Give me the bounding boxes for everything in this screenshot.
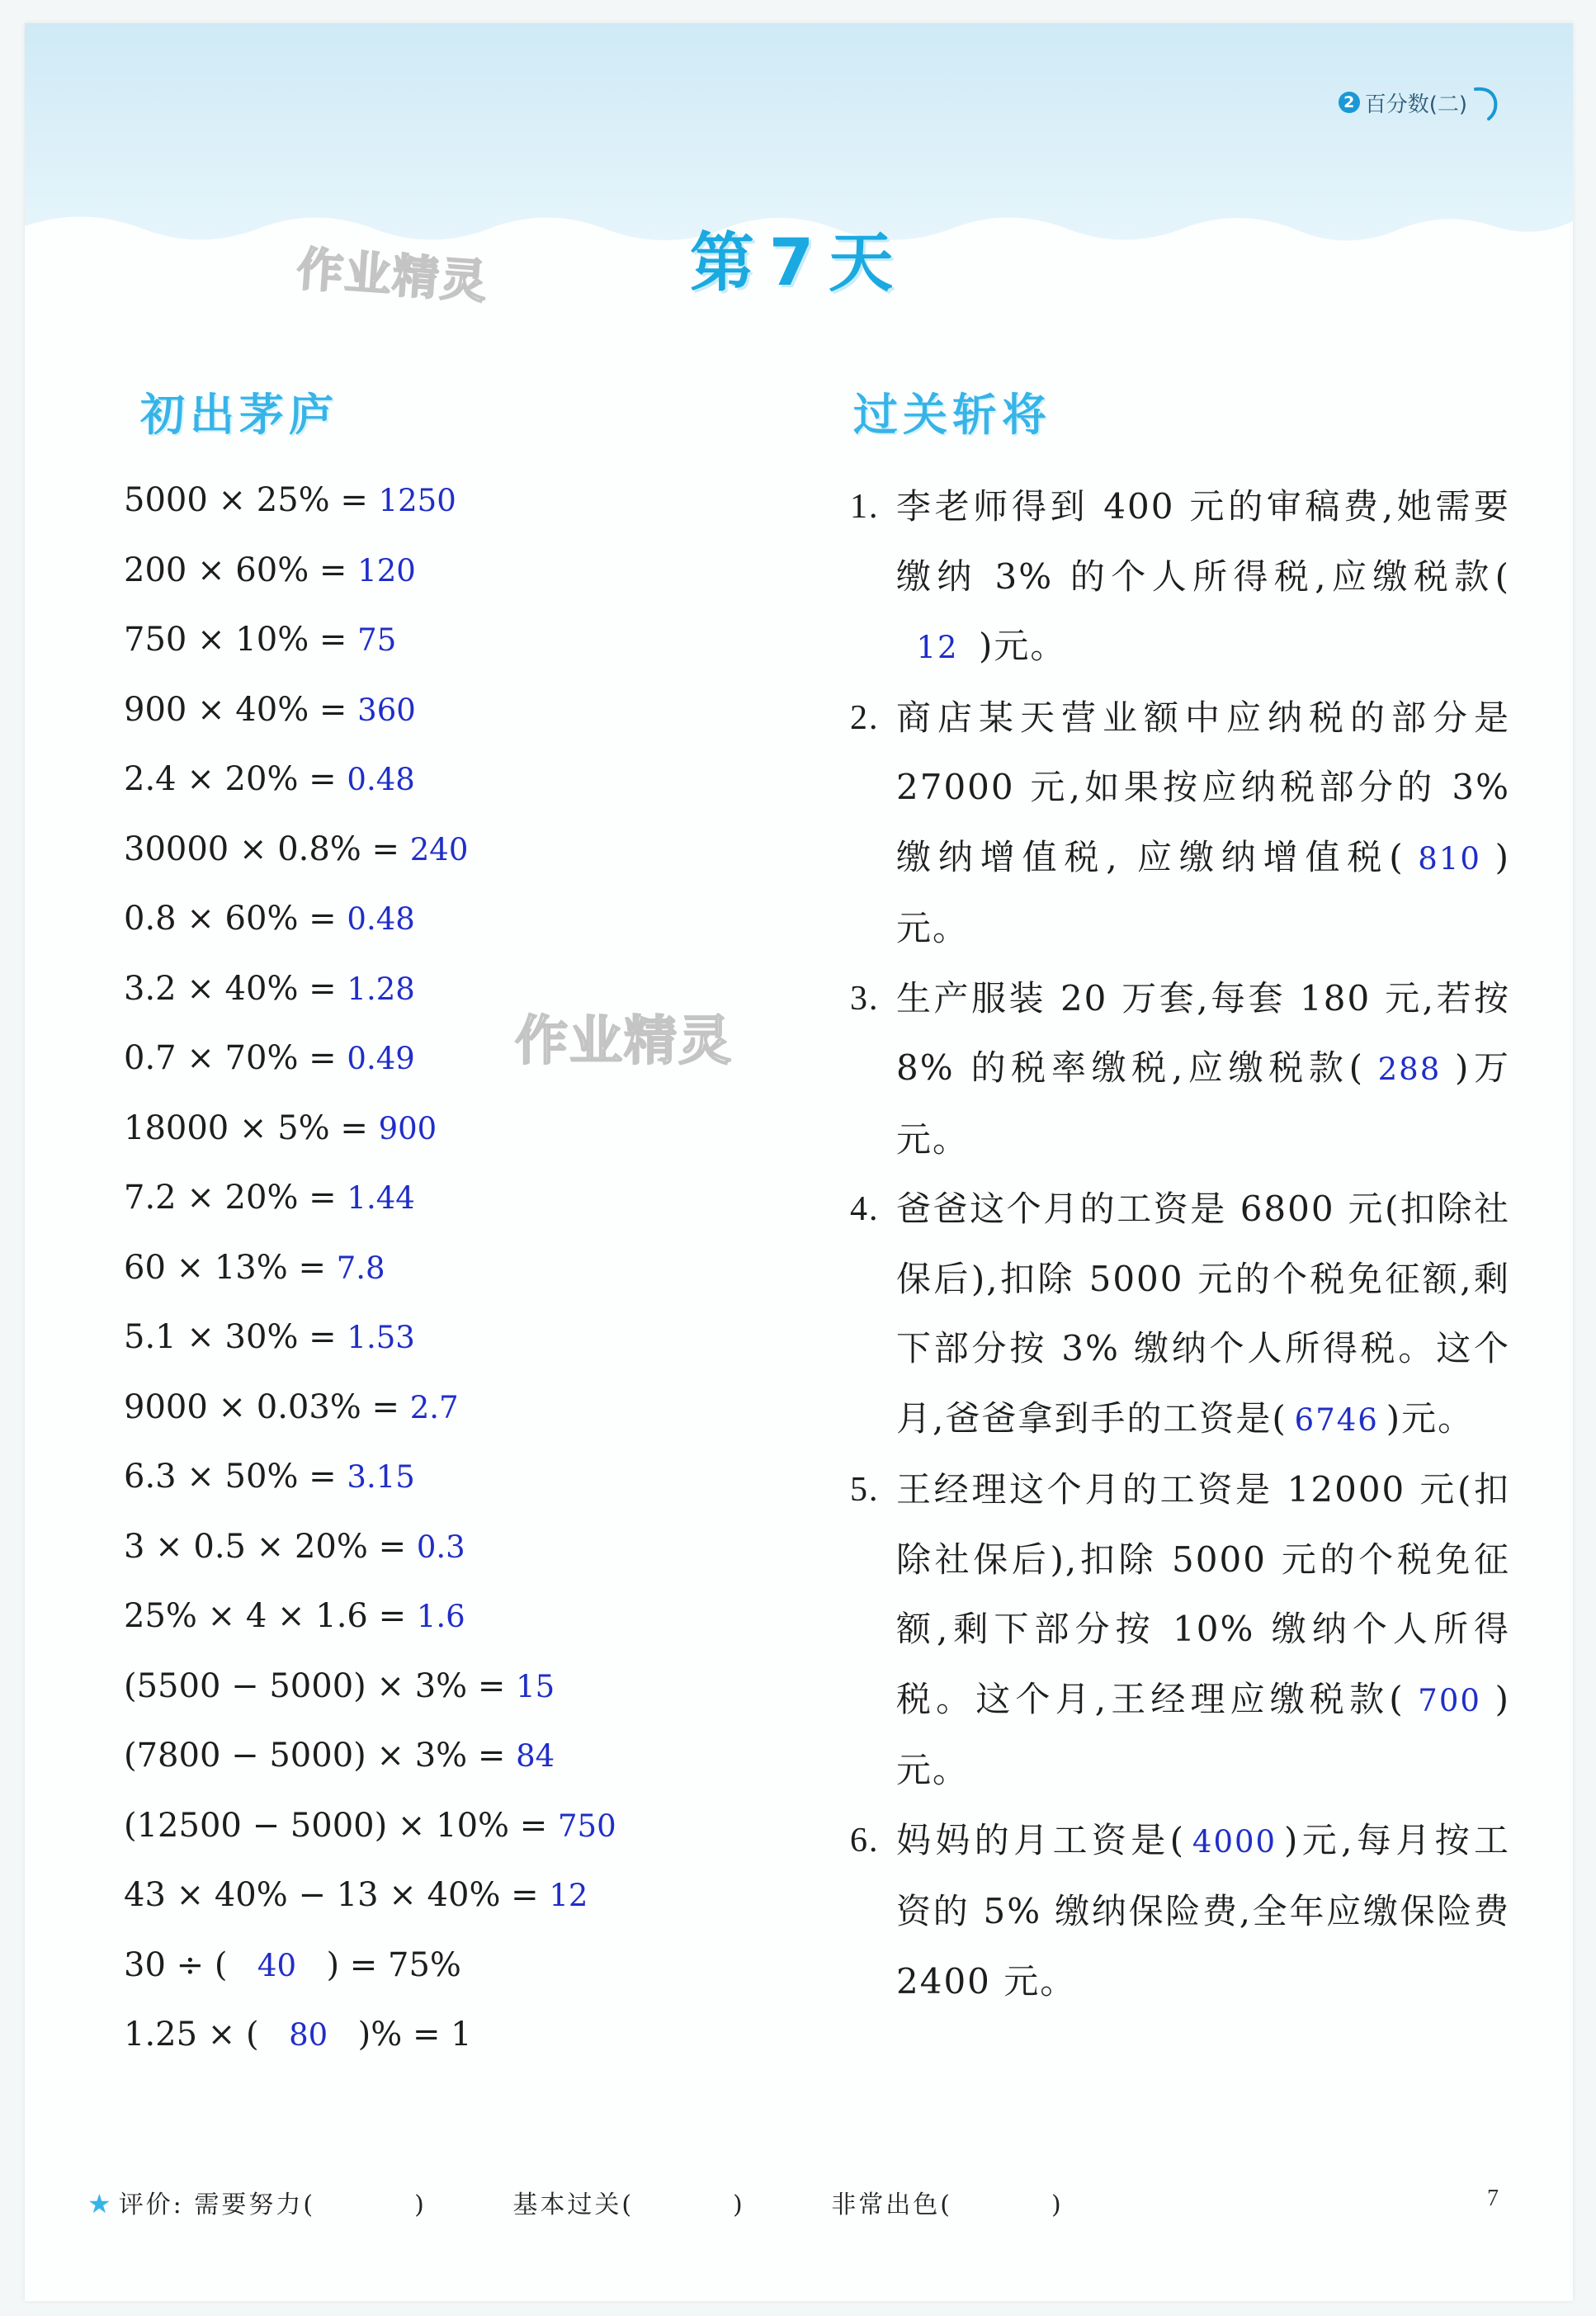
- calc-answer: 75: [357, 622, 397, 658]
- chapter-title: 百分数(二): [1364, 92, 1467, 117]
- watermark-top: 作业精灵: [295, 242, 490, 310]
- calc-item: 7.2 × 20% = 1.44: [124, 1179, 415, 1217]
- calc-item: 30000 × 0.8% = 240: [124, 830, 469, 868]
- calc-answer: 12: [549, 1878, 588, 1913]
- calc-answer: 0.48: [347, 901, 415, 937]
- calc-answer: 1.53: [347, 1320, 415, 1355]
- eval-option-basic-pass: 基本过关(: [512, 2191, 635, 2219]
- calc-answer: 900: [378, 1110, 437, 1146]
- worksheet-page: [25, 23, 1573, 2301]
- calc-item: 5.1 × 30% = 1.53: [124, 1318, 415, 1356]
- problem-answer: 4000: [1192, 1823, 1277, 1860]
- word-problem: 1. 李老师得到 400 元的审稿费,她需要缴纳 3% 的个人所得税,应缴税款(12 )元。: [850, 472, 1510, 683]
- calc-answer: 84: [516, 1738, 555, 1774]
- calc-item: 900 × 40% = 360: [124, 690, 416, 729]
- eval-option-excellent: 非常出色(: [831, 2191, 953, 2219]
- word-problem: 4. 爸爸这个月的工资是 6800 元(扣除社保后),扣除 5000 元的个税免征额,剩下部分按 3% 缴纳个人所得税。这个月,爸爸拿到手的工资是( 6746 )元。: [850, 1175, 1510, 1455]
- fill-item: 1.25 × ( 80 )% = 1: [124, 2010, 616, 2080]
- section-title-right: 过关斩将: [853, 389, 1051, 441]
- calc-item: 18000 × 5% = 900: [124, 1108, 437, 1147]
- calc-item: 2.4 × 20% = 0.48: [124, 760, 415, 798]
- problem-answer: 6746: [1294, 1401, 1379, 1438]
- calc-item: (12500 − 5000) × 10% = 750: [124, 1806, 616, 1845]
- problem-answer: 700: [1418, 1682, 1481, 1718]
- calc-item: 5000 × 25% = 1250: [124, 481, 456, 519]
- watermark-middle: 作业精灵: [515, 1011, 733, 1072]
- calc-item: (7800 − 5000) × 3% = 84: [124, 1737, 555, 1775]
- calc-item: 9000 × 0.03% = 2.7: [124, 1387, 459, 1426]
- calc-answer: 0.3: [416, 1529, 465, 1565]
- calc-item: 3.2 × 40% = 1.28: [124, 969, 415, 1008]
- calc-item: 750 × 10% = 75: [124, 621, 397, 659]
- calc-answer: 1.28: [347, 971, 415, 1007]
- fill-item: 30 ÷ ( 40 ) = 75%: [124, 1940, 616, 2011]
- calc-answer: 7.8: [336, 1250, 385, 1286]
- calc-answer: 750: [558, 1808, 616, 1844]
- calc-item: 43 × 40% − 13 × 40% = 12: [124, 1876, 588, 1914]
- eval-label: 评价:: [118, 2191, 184, 2219]
- day-title: 第7天: [689, 226, 909, 300]
- calc-answer: 2.7: [409, 1389, 459, 1425]
- problem-answer: 288: [1377, 1052, 1442, 1087]
- calc-answer: 1.6: [416, 1599, 465, 1634]
- problem-answer: 810: [1418, 840, 1481, 877]
- calc-answer: 360: [357, 692, 416, 728]
- word-problem: 6. 妈妈的月工资是( 4000 )元,每月按工资的 5% 缴纳保险费,全年应缴保险费 2400 元。: [850, 1806, 1510, 2017]
- calc-answer: 1.44: [347, 1180, 415, 1216]
- calc-answer: 0.48: [347, 762, 415, 797]
- star-icon: ★: [87, 2188, 114, 2219]
- calc-item: 0.7 × 70% = 0.49: [124, 1039, 415, 1077]
- calc-answer: 1250: [378, 483, 456, 518]
- swirl-decoration-icon: [1472, 83, 1505, 122]
- word-problem: 3. 生产服装 20 万套,每套 180 元,若按 8% 的税率缴税,应缴税款( 288 )万元。: [850, 977, 1510, 1160]
- calc-item: 200 × 60% = 120: [124, 551, 416, 589]
- fill-answer: 40: [257, 1947, 296, 1983]
- word-problem: 2. 商店某天营业额中应纳税的部分是 27000 元,如果按应纳税部分的 3% 缴纳增值税, 应缴纳增值税( 810 )元。: [850, 697, 1510, 948]
- eval-option-needs-effort: 需要努力(: [194, 2191, 316, 2219]
- section-title-left: 初出茅庐: [140, 389, 338, 441]
- chapter-tag: [1339, 83, 1505, 122]
- calc-item: 0.8 × 60% = 0.48: [124, 900, 415, 938]
- evaluation-footer: ★ 评价: 需要努力( ) 基本过关( ) 非常出色( ): [87, 2188, 1064, 2219]
- page-number: 7: [1487, 2186, 1499, 2211]
- calc-answer: 0.49: [347, 1041, 415, 1076]
- calc-answer: 120: [357, 552, 416, 588]
- calculation-list: [124, 475, 616, 2080]
- calc-item: (5500 − 5000) × 3% = 15: [124, 1666, 555, 1705]
- calc-answer: 15: [516, 1668, 555, 1704]
- word-problem-list: [850, 472, 1510, 2016]
- chapter-number-badge: 2: [1339, 92, 1360, 113]
- fill-answer: 80: [289, 2017, 328, 2053]
- calc-item: 60 × 13% = 7.8: [124, 1248, 385, 1287]
- problem-answer: 12: [916, 630, 959, 665]
- calc-item: 6.3 × 50% = 3.15: [124, 1458, 415, 1496]
- calc-answer: 240: [409, 831, 469, 867]
- calc-answer: 3.15: [347, 1459, 415, 1495]
- word-problem: 5. 王经理这个月的工资是 12000 元(扣除社保后),扣除 5000 元的个税免征额,剩下部分按 10% 缴纳个人所得税。这个月,王经理应缴税款( 700 )元。: [850, 1469, 1510, 1790]
- calc-item: 3 × 0.5 × 20% = 0.3: [124, 1527, 465, 1566]
- calc-item: 25% × 4 × 1.6 = 1.6: [124, 1597, 465, 1635]
